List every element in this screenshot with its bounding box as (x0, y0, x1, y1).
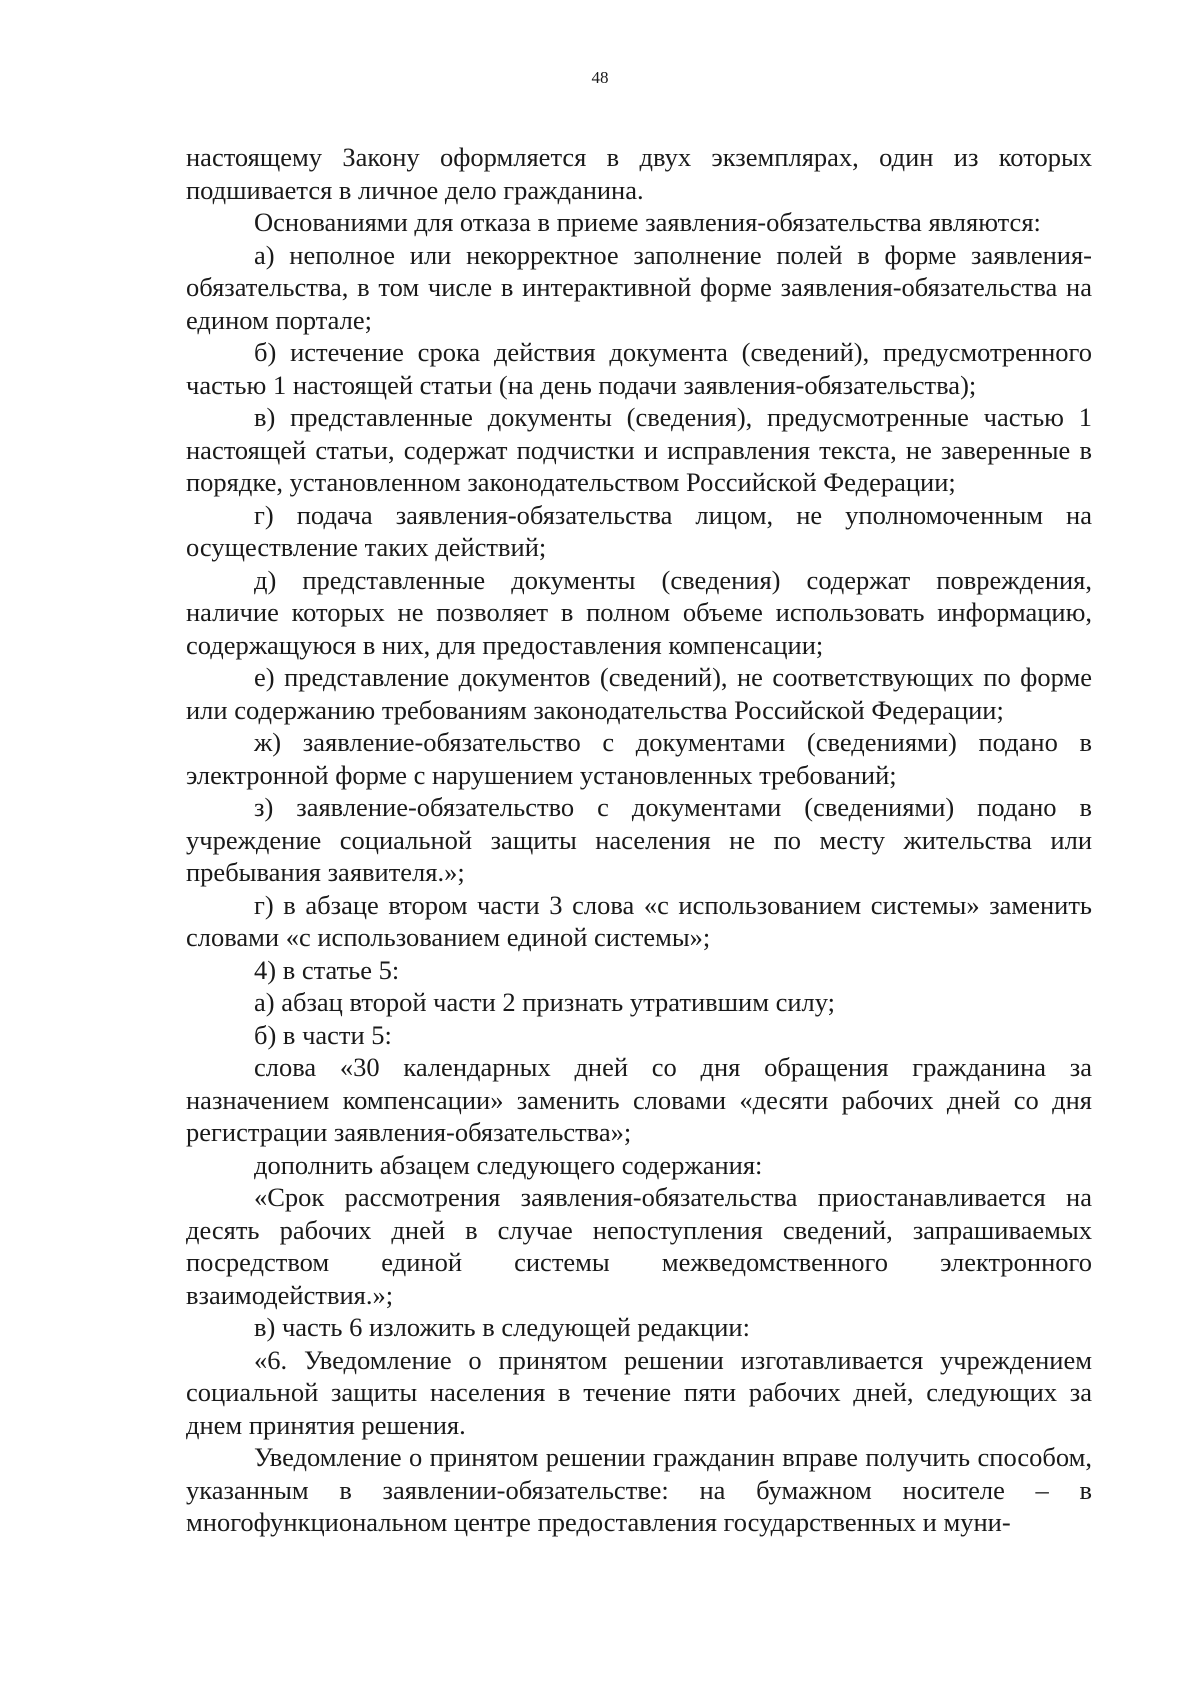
paragraph-8: ж) заявление-обязательство с документами (сведениями) подано в электронной форме с нарушением установленных требований; (186, 727, 1092, 790)
paragraph-5: г) подача заявления-обязательства лицом, не уполномоченным на осуществление таких действий; (186, 499, 1092, 562)
paragraph-4: в) представленные документы (сведения), предусмотренные частью 1 настоящей статьи, содержат подчистки и исправления текста, не заверенные в порядке, установленном законодательством Российской Федерации; (186, 402, 1092, 497)
paragraph-9: з) заявление-обязательство с документами (сведениями) подано в учреждение социальной защиты населения не по месту жительства или пребывания заявителя.»; (186, 792, 1092, 887)
paragraph-13: б) в части 5: (254, 1019, 392, 1050)
paragraph-18: «6. Уведомление о принятом решении изготавливается учреждением социальной защиты населения в течение пяти рабочих дней, следующих за днем принятия решения. (186, 1344, 1092, 1440)
page-number: 48 (591, 68, 609, 87)
document-body (186, 141, 1092, 1539)
paragraph-15: дополнить абзацем следующего содержания: (254, 1149, 763, 1180)
paragraph-2: а) неполное или некорректное заполнение полей в форме заявления-обязательства, в том числе в интерактивной форме заявления-обязательства на едином портале; (186, 239, 1092, 335)
paragraph-10: г) в абзаце втором части 3 слова «с использованием системы» заменить словами «с использованием единой системы»; (186, 889, 1092, 952)
paragraph-0: настоящему Закону оформляется в двух экземплярах, один из которых подшивается в личное дело гражданина. (186, 142, 1092, 205)
paragraph-14: слова «30 календарных дней со дня обращения гражданина за назначением компенсации» заменить словами «десяти рабочих дней со дня регистрации заявления-обязательства»; (186, 1052, 1092, 1147)
paragraph-1: Основаниями для отказа в приеме заявления-обязательства являются: (254, 207, 1041, 237)
paragraph-7: е) представление документов (сведений), не соответствующих по форме или содержанию требованиям законодательства Российской Федерации; (186, 662, 1092, 725)
paragraph-12: а) абзац второй части 2 признать утратившим силу; (254, 987, 836, 1017)
paragraph-17: в) часть 6 изложить в следующей редакции: (254, 1312, 750, 1342)
paragraph-19: Уведомление о принятом решении гражданин вправе получить способом, указанным в заявлении-обязательстве: на бумажном носителе – в многофункциональном центре предоставления государственных и муни- (186, 1442, 1092, 1537)
paragraph-3: б) истечение срока действия документа (сведений), предусмотренного частью 1 настоящей статьи (на день подачи заявления-обязательства); (186, 337, 1092, 400)
paragraph-11: 4) в статье 5: (254, 954, 400, 985)
paragraph-16: «Срок рассмотрения заявления-обязательства приостанавливается на десять рабочих дней в случае непоступления сведений, запрашиваемых посредством единой системы межведомственного электронного взаимодействия.»; (186, 1182, 1092, 1310)
paragraph-6: д) представленные документы (сведения) содержат повреждения, наличие которых не позволяет в полном объеме использовать информацию, содержащуюся в них, для предоставления компенсации; (186, 564, 1092, 660)
